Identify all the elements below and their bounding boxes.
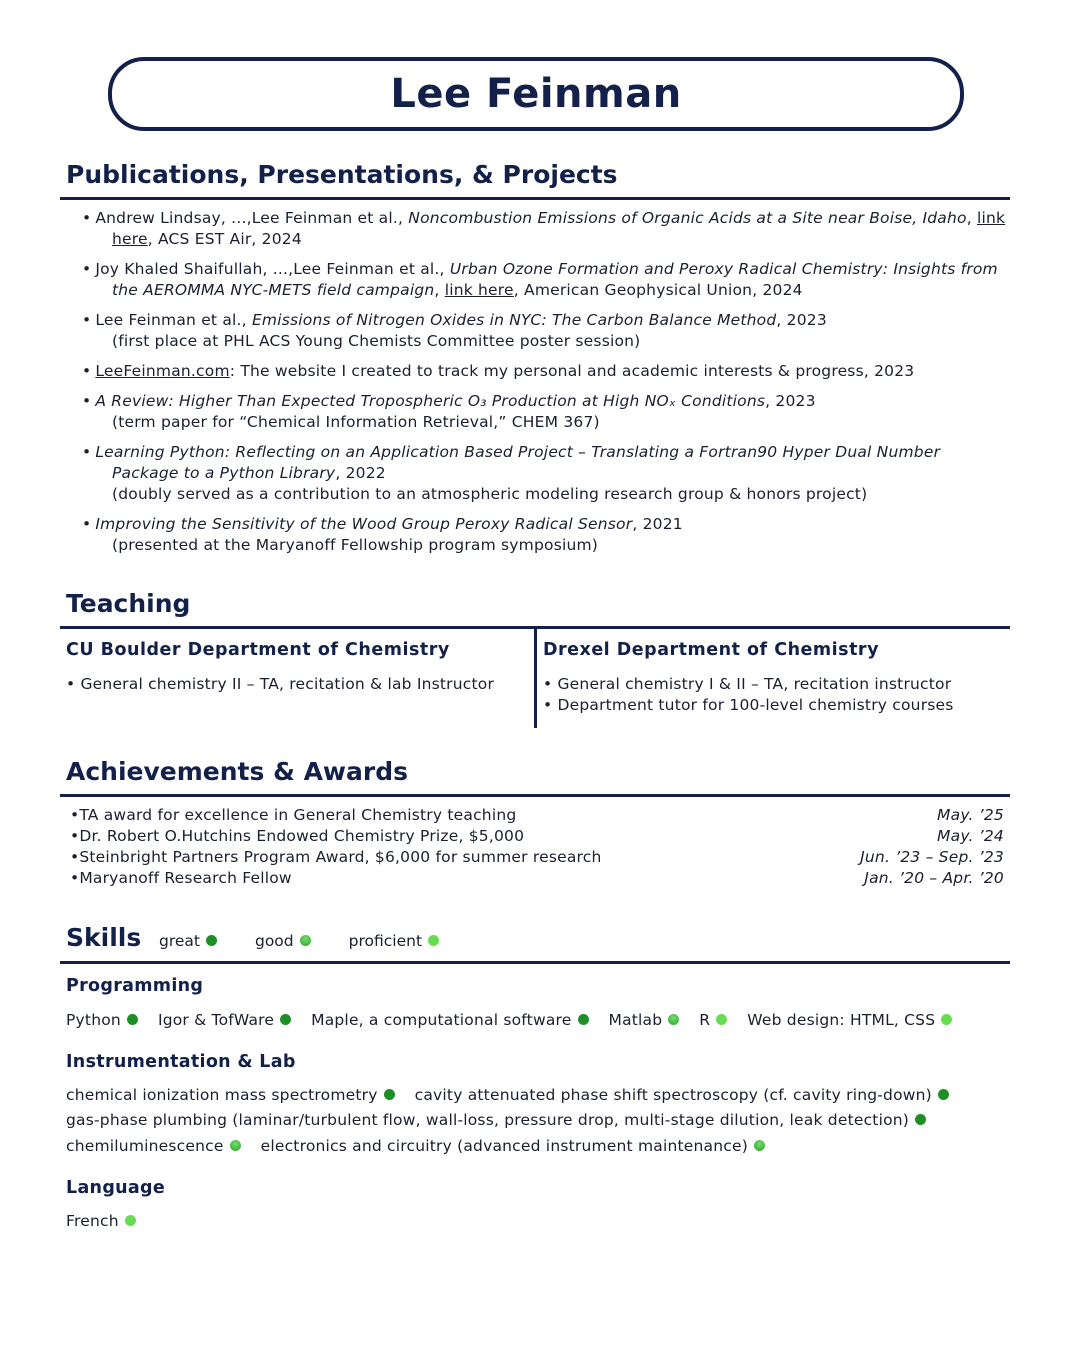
publication-entry: • Joy Khaled Shaifullah, ...,Lee Feinman et al., Urban Ozone Formation and Peroxy Radical Chemistry: Insights from the AEROMMA NYC-METS field campaign, link here, American Geophysical Union, 2024 <box>82 260 998 299</box>
publication-title: A Review: Higher Than Expected Tropospheric O₃ Production at High NOₓ Conditions <box>95 392 766 410</box>
publication-entry <box>66 361 1006 382</box>
skill-label: French <box>66 1212 119 1230</box>
publication-bullet-lead <box>82 209 95 227</box>
skill-level-good-dot-icon <box>754 1140 765 1151</box>
skill-level-good-dot-icon <box>300 935 311 946</box>
publications-heading: Publications, Presentations, & Projects <box>66 160 618 189</box>
award-date: Jun. ’23 – Sep. ’23 <box>860 848 1004 866</box>
instrumentation-skills-line <box>66 1137 785 1155</box>
publication-venue: , 2022 <box>335 464 386 482</box>
teaching-department: CU Boulder Department of Chemistry <box>66 640 450 660</box>
skill-level-proficient-dot-icon <box>716 1014 727 1025</box>
skill-item <box>66 1086 395 1104</box>
skill-level-great-dot-icon <box>915 1114 926 1125</box>
bullet: • <box>82 209 92 227</box>
publication-link[interactable]: link here <box>112 209 1006 248</box>
publication-venue: , American Geophysical Union, 2024 <box>513 281 803 299</box>
skill-item <box>311 1011 588 1029</box>
bullet: • <box>82 362 92 380</box>
programming-heading: Programming <box>66 976 204 996</box>
bullet: • <box>82 260 92 278</box>
skill-label: chemical ionization mass spectrometry <box>66 1086 378 1104</box>
publication-link[interactable]: LeeFeinman.com <box>95 362 230 380</box>
publication-authors: Lee Feinman et al., <box>95 311 247 329</box>
skill-item <box>415 1086 949 1104</box>
skill-item <box>255 932 311 950</box>
skill-label: Igor & TofWare <box>157 1011 275 1029</box>
publication-authors: Joy Khaled Shaifullah, ...,Lee Feinman et al., <box>95 260 445 278</box>
name-header <box>108 57 964 131</box>
language-heading: Language <box>66 1178 166 1198</box>
skill-label: electronics and circuitry (advanced instrument maintenance) <box>260 1137 748 1155</box>
skill-label: Web design: HTML, CSS <box>747 1011 936 1029</box>
publication-title: Learning Python: Reflecting on an Application Based Project – Translating a Fortran90 Hyper Dual Number Package to a Python Library <box>95 443 941 482</box>
skill-label: Maple, a computational software <box>311 1011 572 1029</box>
awards-list <box>70 805 1004 889</box>
publications-list <box>66 208 1006 565</box>
publication-entry <box>66 391 1006 433</box>
award-text: •Dr. Robert O.Hutchins Endowed Chemistry Prize, $5,000 <box>70 827 525 845</box>
publication-note: (presented at the Maryanoff Fellowship program symposium) <box>112 536 599 554</box>
publication-venue: , 2023 <box>765 392 816 410</box>
publication-entry: • Andrew Lindsay, ...,Lee Feinman et al., Noncombustion Emissions of Organic Acids at a Site near Boise, Idaho, link here, ACS EST Air, 2024 <box>82 209 1006 248</box>
skill-level-great-dot-icon <box>578 1014 589 1025</box>
publication-link[interactable]: link here <box>444 281 514 299</box>
skill-item <box>66 1111 926 1129</box>
bullet: • <box>82 311 92 329</box>
award-date: May. ’25 <box>937 806 1004 824</box>
award-date: May. ’24 <box>937 827 1004 845</box>
skills-legend <box>159 932 459 950</box>
skill-item <box>261 1137 765 1155</box>
publication-title: Noncombustion Emissions of Organic Acids at a Site near Boise, Idaho <box>408 209 967 227</box>
skill-item <box>66 1011 138 1029</box>
instrumentation-skills-line <box>66 1086 969 1104</box>
skill-level-great-dot-icon <box>127 1014 138 1025</box>
achievements-heading: Achievements & Awards <box>66 757 409 786</box>
publication-entry <box>66 442 1006 505</box>
skill-level-proficient-dot-icon <box>125 1215 136 1226</box>
teaching-item: • General chemistry II – TA, recitation & lab Instructor <box>66 675 495 693</box>
award-row <box>70 826 1004 847</box>
publication-note: (term paper for “Chemical Information Retrieval,” CHEM 367) <box>112 413 600 431</box>
skill-item <box>699 1011 727 1029</box>
publication-entry <box>66 310 1006 352</box>
skill-level-great-dot-icon <box>206 935 217 946</box>
publication-venue: , 2023 <box>776 311 827 329</box>
skill-label: R <box>699 1011 711 1029</box>
publication-note: (doubly served as a contribution to an atmospheric modeling research group & honors project) <box>112 485 868 503</box>
skill-label: proficient <box>348 932 423 950</box>
publication-venue: , 2021 <box>632 515 683 533</box>
skill-item <box>159 932 217 950</box>
teaching-department: Drexel Department of Chemistry <box>543 640 879 660</box>
skill-label: Matlab <box>608 1011 663 1029</box>
bullet: • <box>82 515 92 533</box>
bullet: • <box>82 443 92 461</box>
award-row <box>70 847 1004 868</box>
skill-item <box>66 1137 241 1155</box>
skill-item <box>158 1011 291 1029</box>
teaching-divider <box>534 628 537 728</box>
award-row <box>70 868 1004 889</box>
skill-label: cavity attenuated phase shift spectroscopy (cf. cavity ring-down) <box>414 1086 932 1104</box>
skill-label: Python <box>66 1011 121 1029</box>
publication-venue: : The website I created to track my personal and academic interests & progress, 2023 <box>229 362 915 380</box>
language-skills <box>66 1212 156 1230</box>
skill-item <box>609 1011 680 1029</box>
skill-item <box>66 1212 136 1230</box>
publication-bullet-lead <box>82 311 95 329</box>
award-date: Jan. ’20 – Apr. ’20 <box>864 869 1004 887</box>
publication-bullet-lead <box>82 392 95 410</box>
publication-bullet-lead <box>82 443 95 461</box>
skill-level-good-dot-icon <box>230 1140 241 1151</box>
teaching-item: • General chemistry I & II – TA, recitation instructor <box>543 675 952 693</box>
skill-item <box>747 1011 952 1029</box>
publications-rule <box>60 197 1010 200</box>
person-name: Lee Feinman <box>390 71 682 117</box>
publication-title: Urban Ozone Formation and Peroxy Radical Chemistry: Insights from the AEROMMA NYC-METS field campaign <box>112 260 998 299</box>
skills-rule <box>60 961 1010 964</box>
skill-level-proficient-dot-icon <box>941 1014 952 1025</box>
instrumentation-heading: Instrumentation & Lab <box>66 1052 296 1072</box>
skill-label: great <box>159 932 200 950</box>
skills-heading: Skills <box>66 923 142 952</box>
publication-title: Emissions of Nitrogen Oxides in NYC: The Carbon Balance Method <box>251 311 777 329</box>
publication-note: (first place at PHL ACS Young Chemists Committee poster session) <box>112 332 641 350</box>
skill-label: gas-phase plumbing (laminar/turbulent flow, wall-loss, pressure drop, multi-stage dilution, leak detection) <box>66 1111 910 1129</box>
programming-skills <box>66 1011 972 1029</box>
skill-item <box>349 932 439 950</box>
teaching-item: • Department tutor for 100-level chemistry courses <box>543 696 954 714</box>
achievements-rule <box>60 794 1010 797</box>
skill-label: chemiluminescence <box>66 1137 224 1155</box>
publication-entry <box>66 514 1006 556</box>
teaching-drexel <box>543 640 1003 716</box>
publication-bullet-lead <box>82 260 95 278</box>
skill-label: good <box>254 932 294 950</box>
skill-level-great-dot-icon <box>280 1014 291 1025</box>
publication-bullet-lead <box>82 362 95 380</box>
bullet: • <box>82 392 92 410</box>
skill-level-great-dot-icon <box>384 1089 395 1100</box>
award-text: •TA award for excellence in General Chemistry teaching <box>70 806 517 824</box>
skill-level-good-dot-icon <box>668 1014 679 1025</box>
award-row <box>70 805 1004 826</box>
instrumentation-skills-line <box>66 1111 946 1129</box>
award-text: •Steinbright Partners Program Award, $6,000 for summer research <box>70 848 602 866</box>
publication-bullet-lead <box>82 515 95 533</box>
publication-authors: Andrew Lindsay, ...,Lee Feinman et al., <box>95 209 404 227</box>
publication-venue: , ACS EST Air, 2024 <box>147 230 302 248</box>
publication-title: Improving the Sensitivity of the Wood Group Peroxy Radical Sensor <box>95 515 633 533</box>
skill-level-proficient-dot-icon <box>428 935 439 946</box>
teaching-cu-boulder <box>66 640 526 695</box>
teaching-heading: Teaching <box>66 589 191 618</box>
skill-level-great-dot-icon <box>938 1089 949 1100</box>
award-text: •Maryanoff Research Fellow <box>70 869 292 887</box>
